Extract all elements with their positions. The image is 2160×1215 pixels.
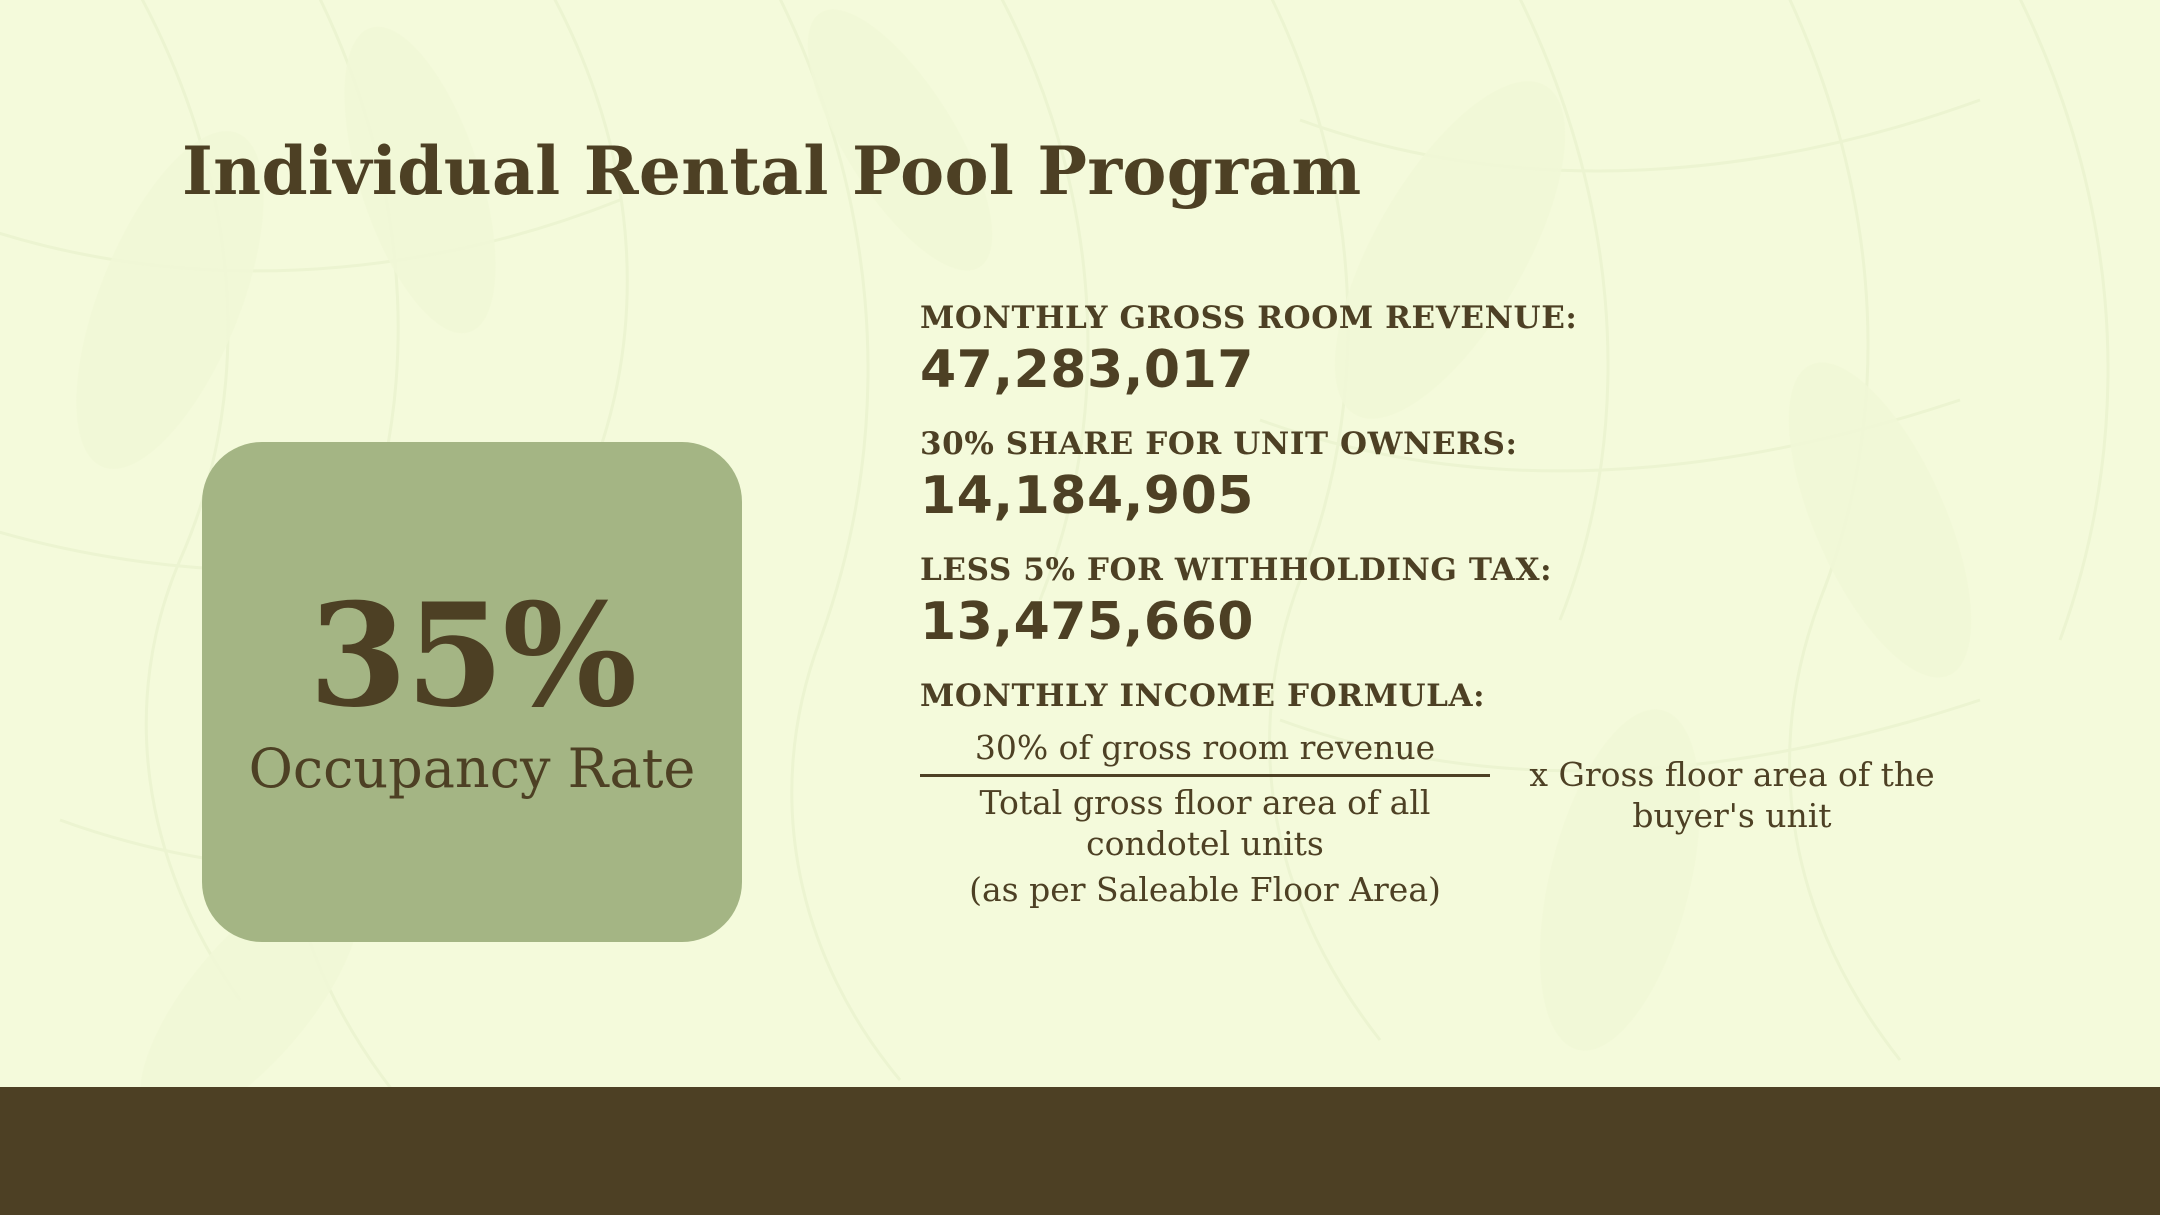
stat-value: 14,184,905 xyxy=(920,466,1254,526)
stat-value: 13,475,660 xyxy=(920,592,1254,652)
stats-list xyxy=(920,300,2040,910)
footer-bar xyxy=(0,1087,2160,1215)
monthly-income-formula xyxy=(920,728,2040,910)
page-title: Individual Rental Pool Program xyxy=(182,132,1362,211)
stat-row-withholding-tax xyxy=(920,552,2040,652)
formula-label: MONTHLY INCOME FORMULA: xyxy=(920,678,1486,714)
stat-row-owner-share xyxy=(920,426,2040,526)
stat-label: 30% SHARE FOR UNIT OWNERS: xyxy=(920,426,1518,462)
stat-label: LESS 5% FOR WITHHOLDING TAX: xyxy=(920,552,1553,588)
formula-numerator: 30% of gross room revenue xyxy=(974,728,1436,767)
occupancy-rate-card xyxy=(202,442,742,942)
stat-value: 47,283,017 xyxy=(920,340,1254,400)
stat-label: MONTHLY GROSS ROOM REVENUE: xyxy=(920,300,1578,336)
occupancy-rate-label: Occupancy Rate xyxy=(248,736,696,800)
formula-fraction xyxy=(920,728,1490,910)
formula-multiplier: x Gross floor area of the buyer's unit xyxy=(1529,755,1935,836)
formula-denominator-line-1: Total gross floor area of all condotel units xyxy=(979,783,1431,863)
occupancy-rate-value: 35% xyxy=(308,572,636,739)
formula-denominator-line-2: (as per Saleable Floor Area) xyxy=(969,869,1441,909)
stat-row-gross-room-revenue xyxy=(920,300,2040,400)
